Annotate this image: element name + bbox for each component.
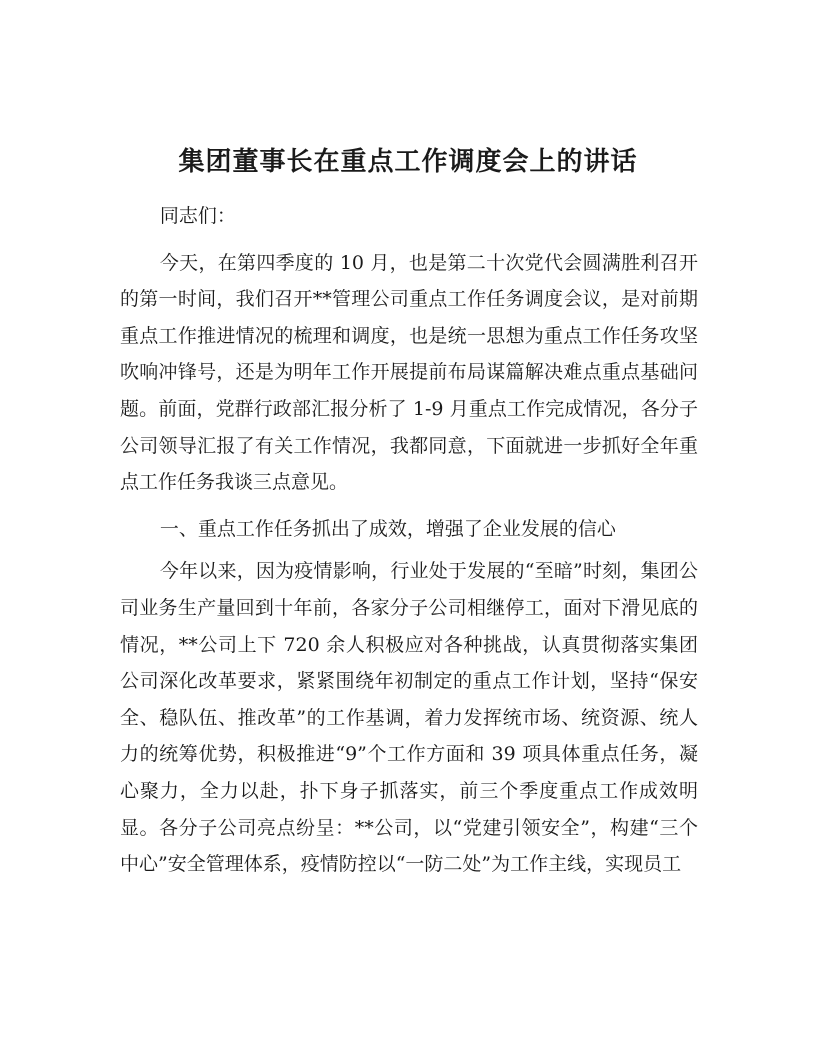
document-title: 集团董事长在重点工作调度会上的讲话 — [178, 147, 638, 177]
paragraph-section-1: 今年以来，因为疫情影响，行业处于发展的“至暗”时刻，集团公司业务生产量回到十年前，各家分子公司相继停工，面对下滑见底的情况，**公司上下 720 余人积极应对各种挑战，认真贯彻落实集团公司深化改革要求，紧紧围绕年初制定的重点工作计划，坚持“保安全、稳队伍、推改革”的工作基调，着力发挥统市场、统资源、统人力的统筹优势，积极推进“9”个工作方面和 39 项具体重点任务，凝心聚力，全力以赴，扑下身子抓落实，前三个季度重点工作成效明显。各分子公司亮点纷呈：**公司，以“党建引领安全”，构建“三个中心”安全管理体系，疫情防控以“一防二处”为工作主线，实现员工 — [120, 560, 698, 876]
document-body — [120, 198, 698, 883]
paragraph-opening: 今天，在第四季度的 10 月，也是第二十次党代会圆满胜利召开的第一时间，我们召开**管理公司重点工作任务调度会议，是对前期重点工作推进情况的梳理和调度，也是统一思想为重点工作任务攻坚吹响冲锋号，还是为明年工作开展提前布局谋篇解决难点重点基础问题。前面，党群行政部汇报分析了 1-9 月重点工作完成情况，各分子公司领导汇报了有关工作情况，我都同意，下面就进一步抓好全年重点工作任务我谈三点意见。 — [120, 251, 698, 494]
section-heading-1: 一、重点工作任务抓出了成效，增强了企业发展的信心 — [159, 517, 616, 540]
salutation: 同志们： — [159, 205, 236, 227]
